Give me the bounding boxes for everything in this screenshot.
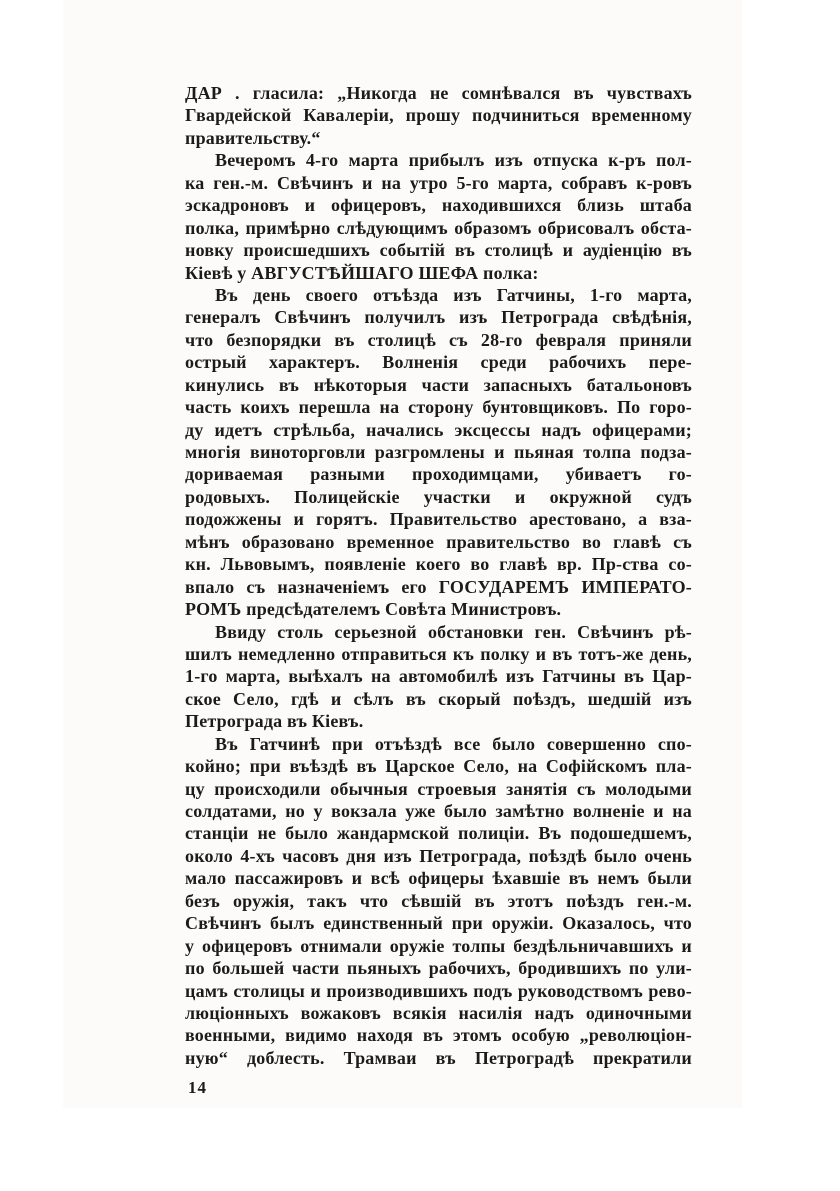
text-line: военными, видимо находя въ этомъ особую „революціон- [185, 1025, 692, 1046]
text-line: по большей части пьяныхъ рабочихъ, бродившихъ по ули- [185, 958, 692, 979]
text-line: Петрограда въ Кіевъ. [185, 711, 364, 732]
text-line: родовыхъ. Полицейскіе участки и окружной судъ [185, 486, 692, 507]
text-line: эскадроновъ и офицеровъ, находившихся близь штаба [185, 195, 692, 216]
text-line: около 4-хъ часовъ дня изъ Петрограда, поѣздѣ было очень [185, 845, 692, 866]
text-line: 1-го марта, выѣхалъ на автомобилѣ изъ Гатчины въ Цар- [185, 666, 692, 687]
text-line: ду идетъ стрѣльба, начались эксцессы надъ офицерами; [185, 419, 692, 440]
text-line: многія виноторговли разгромлены и пьяная толпа подза- [185, 442, 692, 462]
text-line: впало съ назначеніемъ его ГОСУДАРЕМЪ ИМПЕРАТО- [185, 576, 692, 597]
text-line: РОМЪ предсѣдателемъ Совѣта Министровъ. [185, 599, 562, 620]
text-line: станціи не было жандармской полиціи. Въ подошедшемъ, [185, 823, 692, 844]
text-line: Кіевѣ у АВГУСТѢЙШАГО ШЕФА полка: [185, 262, 539, 283]
text-line: цу происходили обычныя строевыя занятія съ молодыми [185, 778, 692, 799]
text-line: Гвардейской Кавалеріи, прошу подчиниться временному [185, 105, 692, 126]
text-line: Въ Гатчинѣ при отъѣздѣ все было совершенно спо- [215, 733, 692, 754]
text-line: кн. Львовымъ, появленіе коего во главѣ вр. Пр-ства со- [185, 554, 692, 575]
text-line: часть коихъ перешла на сторону бунтовщиковъ. По горо- [185, 397, 692, 418]
text-line: генералъ Свѣчинъ получилъ изъ Петрограда свѣдѣнія, [185, 307, 692, 328]
text-line: новку происшедшихъ событій въ столицѣ и аудіенцію въ [185, 240, 692, 261]
text-line: люціонныхъ вожаковъ всякія насилія надъ одиночными [185, 1002, 692, 1023]
text-line: ка ген.-м. Свѣчинъ и на утро 5-го марта, собравъ к-ровъ [185, 172, 692, 193]
text-line: правительству.“ [185, 127, 321, 148]
text-line: шилъ немедленно отправиться къ полку и въ тотъ-же день, [185, 643, 692, 664]
text-line: острый характеръ. Волненія среди рабочихъ пере- [185, 352, 692, 373]
text-line: кинулись въ нѣкоторыя части запасныхъ батальоновъ [185, 374, 692, 395]
text-line: безъ оружія, такъ что сѣвшій въ этотъ поѣздъ ген.-м. [185, 890, 692, 911]
text-line: Вечеромъ 4-го марта прибылъ изъ отпуска к-ръ пол- [215, 150, 692, 171]
text-line: ную“ доблесть. Трамваи въ Петроградѣ прекратили [185, 1047, 692, 1068]
text-line: подожжены и горятъ. Правительство арестовано, а вза- [185, 509, 692, 530]
page-number: 14 [188, 1078, 207, 1097]
text-line: Въ день своего отъѣзда изъ Гатчины, 1-го марта, [215, 284, 692, 305]
text-line: Ввиду столь серьезной обстановки ген. Свѣчинъ рѣ- [215, 621, 692, 642]
text-line: мало пассажировъ и всѣ офицеры ѣхавшіе въ немъ были [185, 868, 692, 889]
page-text [185, 83, 692, 1070]
text-line: койно; при въѣздѣ въ Царское Село, на Софійскомъ пла- [185, 756, 692, 777]
text-line: дориваемая разными проходимцами, убиваетъ го- [185, 464, 692, 485]
text-line: цамъ столицы и производившихъ подъ руководствомъ рево- [185, 980, 692, 1001]
text-line: ДАР . гласила: „Никогда не сомнѣвался въ чувствахъ [185, 83, 692, 103]
text-line: у офицеровъ отнимали оружіе толпы бездѣльничавшихъ и [185, 935, 692, 956]
text-line: солдатами, но у вокзала уже было замѣтно волненіе и на [185, 801, 692, 821]
text-line: что безпорядки въ столицѣ съ 28-го февраля приняли [185, 329, 692, 350]
text-line: мѣнъ образовано временное правительство во главѣ съ [185, 531, 692, 552]
text-line: полка, примѣрно слѣдующимъ образомъ обрисовалъ обста- [185, 217, 692, 238]
text-line: ское Село, гдѣ и сѣлъ въ скорый поѣздъ, шедшій изъ [185, 688, 692, 709]
text-line: Свѣчинъ былъ единственный при оружіи. Оказалось, что [185, 913, 692, 934]
